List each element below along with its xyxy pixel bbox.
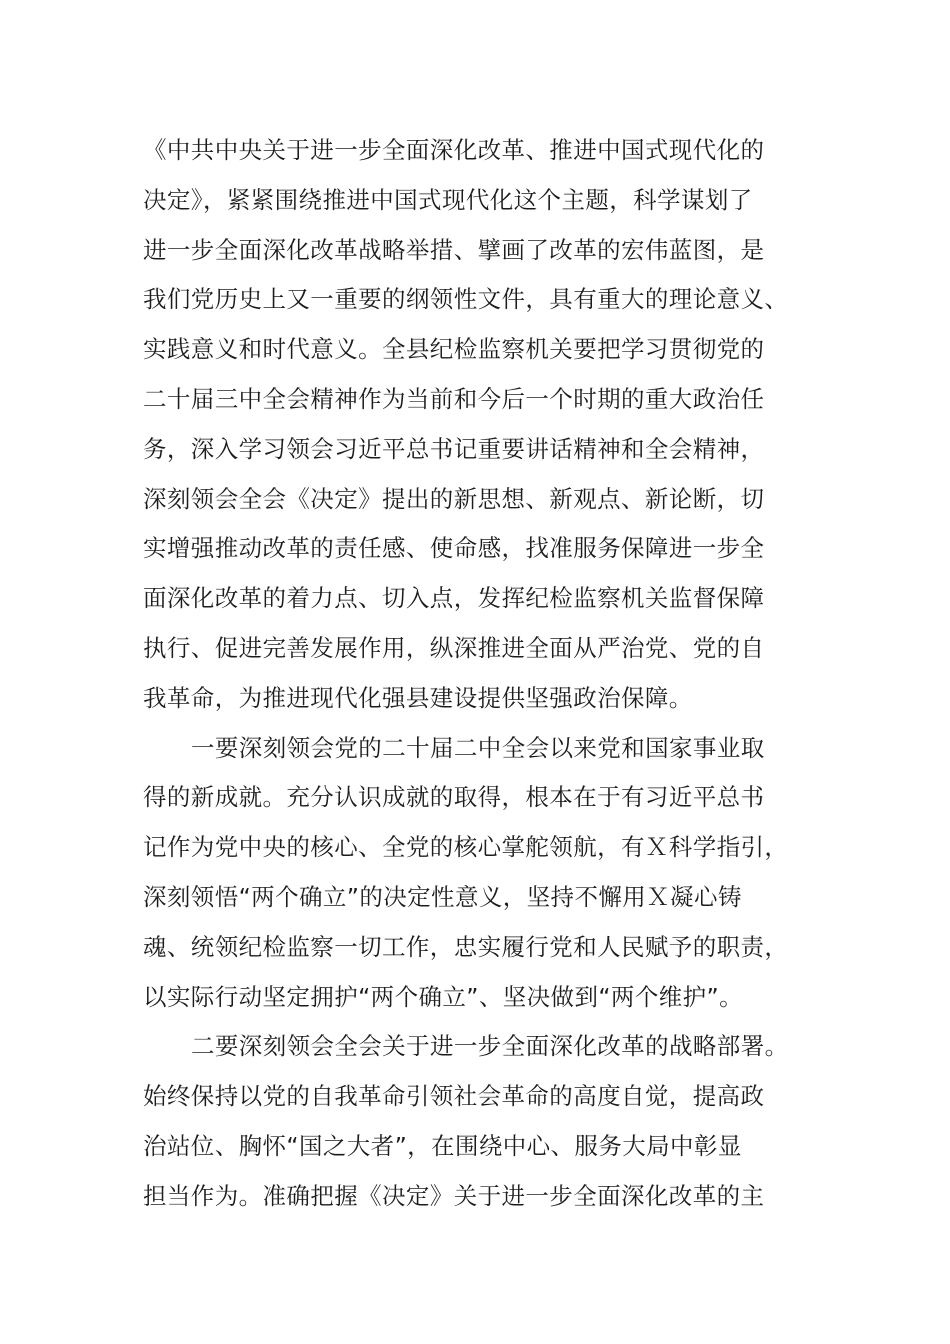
text-line: 《中共中央关于进一步全面深化改革、推进中国式现代化的	[143, 136, 765, 164]
text-line: 治站位、胸怀“国之大者”，在围绕中心、服务大局中彰显	[143, 1131, 742, 1160]
text-line: 魂、统领纪检监察一切工作，忠实履行党和人民赋予的职责，	[143, 932, 789, 961]
text-line: 记作为党中央的核心、全党的核心掌舵领航，有Ｘ科学指引，	[143, 833, 789, 862]
text-line: 面深化改革的着力点、切入点，发挥纪检监察机关监督保障	[143, 584, 765, 613]
text-line: 二要深刻领会全会关于进一步全面深化改革的战略部署。	[191, 1032, 789, 1061]
text-line: 决定》，紧紧围绕推进中国式现代化这个主题，科学谋划了	[143, 185, 753, 214]
text-line: 务，深入学习领会习近平总书记重要讲话精神和全会精神，	[143, 434, 765, 463]
text-line: 深刻领悟“两个确立”的决定性意义，坚持不懈用Ｘ凝心铸	[143, 882, 742, 911]
text-line: 担当作为。准确把握《决定》关于进一步全面深化改革的主	[143, 1181, 765, 1210]
text-line: 实增强推动改革的责任感、使命感，找准服务保障进一步全	[143, 534, 765, 563]
paragraph	[143, 724, 811, 1023]
text-line: 我革命，为推进现代化强县建设提供坚强政治保障。	[143, 683, 693, 712]
paragraph	[143, 1022, 811, 1221]
text-line: 得的新成就。充分认识成就的取得，根本在于有习近平总书	[143, 783, 765, 812]
paragraph	[143, 126, 811, 724]
text-line: 我们党历史上又一重要的纲领性文件，具有重大的理论意义、	[143, 285, 789, 314]
text-line: 实践意义和时代意义。全县纪检监察机关要把学习贯彻党的	[143, 335, 765, 364]
text-line: 进一步全面深化改革战略举措、擘画了改革的宏伟蓝图，是	[143, 235, 765, 264]
text-line: 二十届三中全会精神作为当前和今后一个时期的重大政治任	[143, 384, 765, 413]
text-line: 深刻领会全会《决定》提出的新思想、新观点、新论断，切	[143, 484, 765, 513]
text-line: 始终保持以党的自我革命引领社会革命的高度自觉，提高政	[143, 1082, 765, 1111]
text-line: 以实际行动坚定拥护“两个确立”、坚决做到“两个维护”。	[143, 982, 743, 1011]
text-line: 执行、促进完善发展作用，纵深推进全面从严治党、党的自	[143, 633, 765, 662]
document-body	[143, 126, 811, 1222]
text-line: 一要深刻领会党的二十届二中全会以来党和国家事业取	[191, 733, 765, 762]
